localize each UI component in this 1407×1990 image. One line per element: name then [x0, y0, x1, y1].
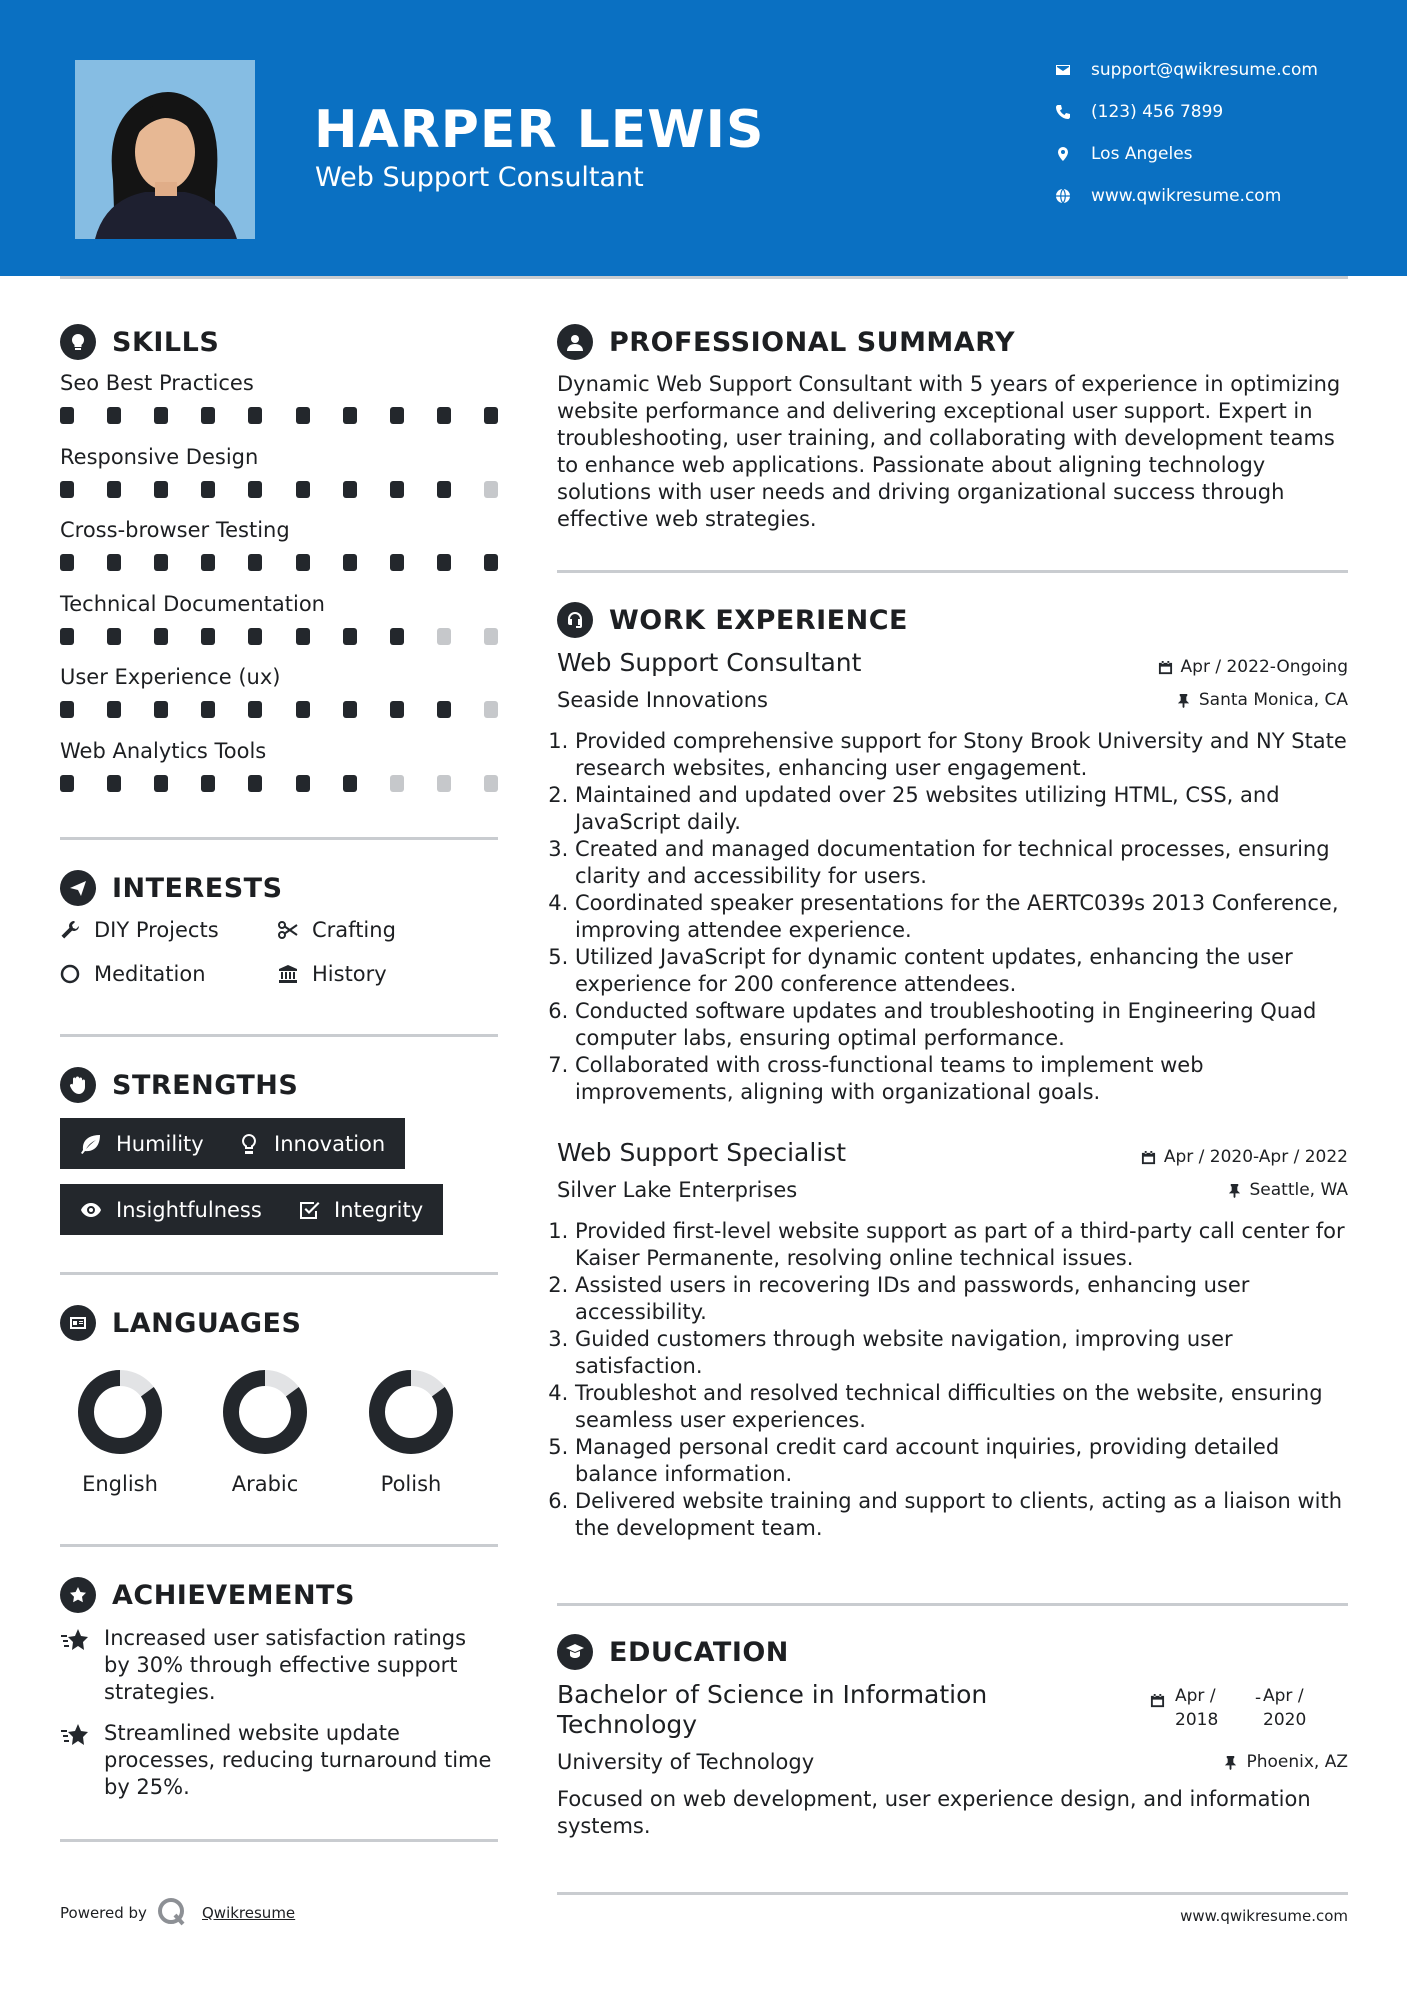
header-divider: [60, 276, 1348, 279]
job-bullet: 7. Collaborated with cross-functional teams to implement web improvements, aligning with organizational goals.: [575, 1052, 1366, 1106]
rating-dot: [201, 628, 215, 645]
pushpin-icon: [1223, 1755, 1238, 1770]
achievement-item: [60, 1720, 494, 1801]
rating-dot: [343, 628, 357, 645]
interest-crafting: [278, 918, 396, 942]
rating-dot: [201, 481, 215, 498]
id-card-icon: [68, 1313, 88, 1333]
languages-heading-text: LANGUAGES: [112, 1307, 302, 1339]
rating-dot: [484, 628, 498, 645]
interest-diy-projects: [60, 918, 219, 942]
graduate-icon: [565, 1642, 585, 1662]
rating-dot: [484, 775, 498, 792]
job-bullet: 1. Provided comprehensive support for Stony Brook University and NY State research websites, enhancing user engagement.: [575, 728, 1366, 782]
interest-label: Meditation: [94, 962, 206, 986]
job-dates-text: Apr / 2022-Ongoing: [1180, 657, 1348, 677]
interests-divider: [60, 1034, 498, 1037]
rating-dot: [154, 628, 168, 645]
lightbulb-icon: [68, 332, 88, 352]
interest-label: History: [312, 962, 387, 986]
job-bullet: 4. Troubleshot and resolved technical difficulties on the website, ensuring seamless user experiences.: [575, 1380, 1366, 1434]
rating-dot: [248, 701, 262, 718]
experience-heading: [557, 602, 908, 638]
rating-dot: [107, 628, 121, 645]
interests-heading: [60, 870, 283, 906]
job-location-text: Santa Monica, CA: [1198, 690, 1348, 710]
strengths-heading: [60, 1067, 298, 1103]
language-level-ring: [60, 1362, 180, 1462]
leaf-icon: [80, 1133, 102, 1155]
rating-dot: [248, 554, 262, 571]
summary-heading-text: PROFESSIONAL SUMMARY: [609, 326, 1016, 358]
skills-heading: [60, 324, 219, 360]
paper-plane-icon: [68, 878, 88, 898]
rating-dot: [484, 701, 498, 718]
rating-dot: [390, 481, 404, 498]
education-date-start: Apr / 2018: [1175, 1686, 1219, 1730]
skill-name: Web Analytics Tools: [60, 738, 267, 763]
experience-divider: [557, 1603, 1348, 1606]
rating-dot: [107, 554, 121, 571]
job-bullets: [557, 1218, 1366, 1542]
circle-icon: [60, 964, 80, 984]
rating-dot: [60, 481, 74, 498]
rating-dot: [154, 775, 168, 792]
rating-dot: [343, 701, 357, 718]
rating-dot: [484, 554, 498, 571]
job-bullets: [557, 728, 1366, 1106]
pushpin-icon: [1176, 693, 1191, 708]
rating-dot: [248, 407, 262, 424]
education-heading: [557, 1634, 789, 1670]
job-bullet: 2. Assisted users in recovering IDs and passwords, enhancing user accessibility.: [575, 1272, 1366, 1326]
interest-history: [278, 962, 387, 986]
job-dates: [1141, 1147, 1348, 1167]
contact-phone[interactable]: [1055, 102, 1223, 122]
rating-dot: [390, 775, 404, 792]
strength-label: Innovation: [274, 1131, 386, 1156]
rating-dot: [107, 481, 121, 498]
achievements-heading-text: ACHIEVEMENTS: [112, 1579, 355, 1611]
rating-dot: [248, 481, 262, 498]
strength-humility: [60, 1118, 224, 1169]
rating-dot: [390, 701, 404, 718]
job-location: [1227, 1180, 1349, 1200]
calendar-icon: [1150, 1693, 1165, 1708]
rating-dot: [343, 407, 357, 424]
job-dates: [1158, 657, 1348, 677]
rating-dot: [343, 775, 357, 792]
strength-label: Integrity: [334, 1197, 424, 1222]
hand-icon: [68, 1075, 88, 1095]
job-bullet: 3. Guided customers through website navigation, improving user satisfaction.: [575, 1326, 1366, 1380]
footer-url[interactable]: www.qwikresume.com: [1180, 1907, 1348, 1925]
candidate-name: HARPER LEWIS: [314, 100, 765, 160]
job-bullet: 2. Maintained and updated over 25 websites utilizing HTML, CSS, and JavaScript daily.: [575, 782, 1366, 836]
education-location-text: Phoenix, AZ: [1246, 1752, 1348, 1772]
skill-rating: [60, 407, 498, 424]
achievement-item: [60, 1625, 494, 1706]
contact-location: [1055, 144, 1193, 164]
rating-dot: [296, 775, 310, 792]
language-level-ring: [205, 1362, 325, 1462]
skill-name: User Experience (ux): [60, 665, 281, 689]
achievements-heading: [60, 1577, 355, 1613]
skill-name: Cross-browser Testing: [60, 518, 290, 542]
rating-dot: [154, 554, 168, 571]
user-icon: [565, 332, 585, 352]
strengths-divider: [60, 1272, 498, 1275]
job-title: Web Support Specialist: [557, 1138, 847, 1167]
rating-dot: [201, 701, 215, 718]
strengths-heading-text: STRENGTHS: [112, 1069, 299, 1101]
museum-icon: [278, 964, 298, 984]
rating-dot: [437, 481, 451, 498]
rating-dot: [343, 554, 357, 571]
contact-email[interactable]: [1055, 60, 1318, 80]
wrench-icon: [60, 920, 80, 940]
education-calendar-icon: [1150, 1693, 1165, 1712]
rating-dot: [154, 407, 168, 424]
contact-email-text: support@qwikresume.com: [1091, 60, 1318, 80]
skill-rating: [60, 628, 498, 645]
powered-by-label: Powered by: [60, 1904, 147, 1922]
summary-divider: [557, 570, 1348, 573]
check-square-icon: [298, 1199, 320, 1221]
contact-phone-text: (123) 456 7899: [1091, 102, 1224, 122]
contact-location-text: Los Angeles: [1091, 144, 1193, 164]
rating-dot: [390, 407, 404, 424]
languages-heading: [60, 1305, 301, 1341]
job-location-text: Seattle, WA: [1249, 1180, 1348, 1200]
rating-dot: [60, 628, 74, 645]
job-bullet: 6. Delivered website training and support to clients, acting as a liaison with the development team.: [575, 1488, 1366, 1542]
rating-dot: [437, 775, 451, 792]
eye-icon: [80, 1199, 102, 1221]
rating-dot: [248, 628, 262, 645]
star-icon: [60, 1627, 90, 1653]
rating-dot: [107, 407, 121, 424]
rating-dot: [296, 407, 310, 424]
job-bullet: 5. Utilized JavaScript for dynamic content updates, enhancing the user experience for 200 conference attendees.: [575, 944, 1366, 998]
rating-dot: [484, 481, 498, 498]
rating-dot: [248, 775, 262, 792]
rating-dot: [60, 407, 74, 424]
rating-dot: [390, 628, 404, 645]
contact-website[interactable]: [1055, 186, 1281, 206]
skill-rating: [60, 554, 498, 571]
skills-divider: [60, 837, 498, 840]
education-date-separator: -: [1255, 1688, 1262, 1708]
skill-rating: [60, 775, 498, 792]
job-company: Silver Lake Enterprises: [557, 1178, 798, 1202]
pushpin-icon: [1227, 1183, 1242, 1198]
map-pin-icon: [1055, 146, 1071, 162]
rating-dot: [201, 407, 215, 424]
summary-text: Dynamic Web Support Consultant with 5 years of experience in optimizing website performance and delivering exceptional user support. Expert in troubleshooting, user training, and collaborating with development teams to enhance web applications. Passionate about aligning technology solutions with user needs and driving organizational success through effective web strategies.: [557, 372, 1341, 531]
rating-dot: [60, 554, 74, 571]
skill-name: Technical Documentation: [60, 591, 325, 616]
skills-heading-text: SKILLS: [112, 326, 220, 358]
language-name: Polish: [380, 1472, 442, 1496]
rating-dot: [201, 554, 215, 571]
strength-label: Insightfulness: [116, 1197, 262, 1222]
education-school: University of Technology: [557, 1750, 815, 1774]
qwikresume-link[interactable]: Qwikresume: [202, 1904, 296, 1922]
envelope-icon: [1055, 62, 1071, 78]
qwikresume-logo-icon: [157, 1897, 187, 1927]
strength-integrity: [278, 1184, 443, 1235]
globe-icon: [1055, 188, 1071, 204]
job-bullet: 5. Managed personal credit card account inquiries, providing detailed balance information.: [575, 1434, 1366, 1488]
job-company: Seaside Innovations: [557, 688, 768, 712]
strength-innovation: [218, 1118, 405, 1169]
interest-label: DIY Projects: [94, 918, 219, 942]
language-name: Arabic: [231, 1472, 299, 1496]
rating-dot: [296, 481, 310, 498]
calendar-icon: [1158, 660, 1173, 675]
rating-dot: [154, 481, 168, 498]
languages-divider: [60, 1544, 498, 1547]
strength-insightfulness: [60, 1184, 282, 1235]
rating-dot: [437, 701, 451, 718]
job-bullet: 4. Coordinated speaker presentations for the AERTC039s 2013 Conference, improving attendee experience.: [575, 890, 1366, 944]
phone-icon: [1055, 104, 1071, 120]
strength-label: Humility: [116, 1131, 204, 1156]
job-dates-text: Apr / 2020-Apr / 2022: [1163, 1147, 1348, 1167]
interests-heading-text: INTERESTS: [112, 872, 283, 904]
education-date-end: Apr / 2020: [1263, 1686, 1307, 1730]
rating-dot: [437, 554, 451, 571]
language-name: English: [82, 1472, 158, 1496]
star-icon: [60, 1722, 90, 1748]
job-bullet: 1. Provided first-level website support as part of a third-party call center for Kaiser Permanente, resolving online technical issues.: [575, 1218, 1366, 1272]
language-level-ring: [351, 1362, 471, 1462]
experience-heading-text: WORK EXPERIENCE: [609, 604, 908, 636]
education-degree: Bachelor of Science in Information Technology: [557, 1680, 988, 1739]
skill-rating: [60, 481, 498, 498]
rating-dot: [296, 628, 310, 645]
rating-dot: [437, 407, 451, 424]
scissors-icon: [278, 920, 298, 940]
summary-heading: [557, 324, 1015, 360]
achievement-text: Increased user satisfaction ratings by 30% through effective support strategies.: [104, 1626, 467, 1704]
interest-meditation: [60, 962, 206, 986]
rating-dot: [60, 775, 74, 792]
achievement-text: Streamlined website update processes, reducing turnaround time by 25%.: [104, 1721, 492, 1799]
skill-name: Seo Best Practices: [60, 371, 254, 395]
achievements-divider: [60, 1839, 498, 1842]
education-description: Focused on web development, user experience design, and information systems.: [557, 1787, 1311, 1838]
rating-dot: [343, 481, 357, 498]
rating-dot: [107, 701, 121, 718]
skill-name: Responsive Design: [60, 444, 259, 469]
education-heading-text: EDUCATION: [609, 1636, 789, 1668]
lightbulb-icon: [238, 1133, 260, 1155]
job-title: Web Support Consultant: [557, 648, 862, 677]
rating-dot: [296, 701, 310, 718]
rating-dot: [296, 554, 310, 571]
rating-dot: [60, 701, 74, 718]
rating-dot: [390, 554, 404, 571]
candidate-title: Web Support Consultant: [315, 162, 644, 193]
rating-dot: [437, 628, 451, 645]
job-bullet: 3. Created and managed documentation for technical processes, ensuring clarity and accessibility for users.: [575, 836, 1366, 890]
skill-rating: [60, 701, 498, 718]
contact-website-text: www.qwikresume.com: [1091, 186, 1282, 206]
profile-photo: [75, 60, 255, 239]
star-badge-icon: [68, 1585, 88, 1605]
rating-dot: [201, 775, 215, 792]
interest-label: Crafting: [312, 918, 396, 942]
rating-dot: [154, 701, 168, 718]
rating-dot: [484, 407, 498, 424]
education-location: [1223, 1752, 1348, 1772]
headset-icon: [565, 610, 585, 630]
job-location: [1176, 690, 1348, 710]
job-bullet: 6. Conducted software updates and troubleshooting in Engineering Quad computer labs, ensuring optimal performance.: [575, 998, 1366, 1052]
rating-dot: [107, 775, 121, 792]
calendar-icon: [1141, 1150, 1156, 1165]
education-divider: [557, 1892, 1348, 1895]
